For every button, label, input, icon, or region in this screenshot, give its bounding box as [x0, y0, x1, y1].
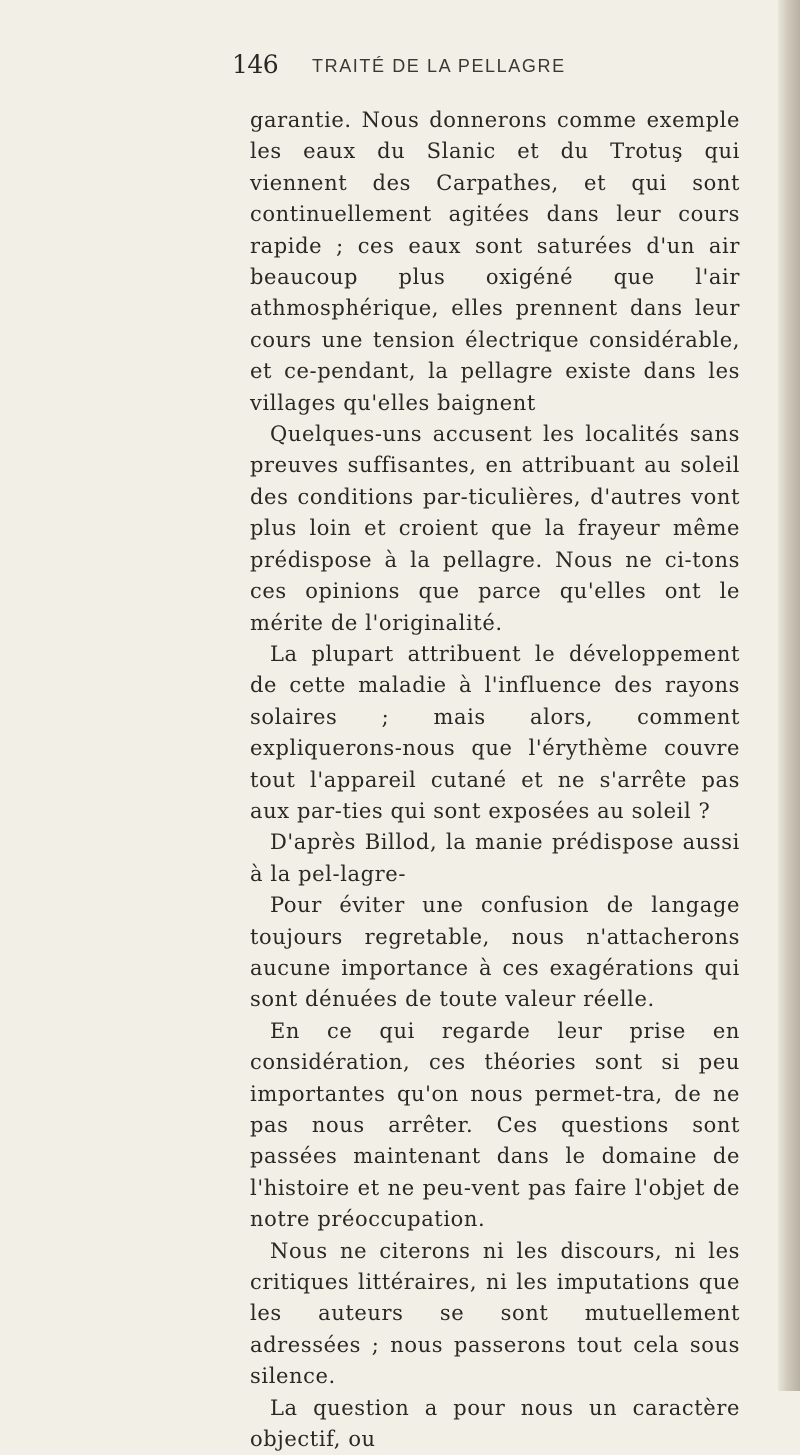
running-title: TRAITÉ DE LA PELLAGRE [312, 56, 566, 76]
paragraph-7: Nous ne citerons ni les discours, ni les critiques littéraires, ni les imputations que les auteurs se sont mutuellement adressées ; nous passerons tout cela sous silence. [250, 1238, 740, 1389]
paragraph-1: garantie. Nous donnerons comme exemple les eaux du Slanic et du Trotuş qui viennent des Carpathes, et qui sont continuellement agitées dans leur cours rapide ; ces eaux sont saturées d'un air beaucoup plus oxigéné que l'air athmosphérique, elles prennent dans leur cours une tension électrique considérable, et ce-pendant, la pellagre existe dans les villages qu'elles baignent [250, 108, 740, 415]
paragraph-2: Quelques-uns accusent les localités sans preuves suffisantes, en attribuant au soleil des conditions par-ticulières, d'autres vont plus loin et croient que la frayeur même prédispose à la pellagre. Nous ne ci-tons ces opinions que parce qu'elles ont le mérite de l'originalité. [250, 422, 740, 635]
paragraph-3: La plupart attribuent le développement de cette maladie à l'influence des rayons solaires ; mais alors, comment expliquerons-nous que l'érythème couvre tout l'appareil cutané et ne s'arrête pas aux par-ties qui sont exposées au soleil ? [250, 641, 740, 823]
body-text [250, 105, 740, 1455]
page-number: 146 [232, 50, 279, 79]
paragraph-4: D'après Billod, la manie prédispose aussi à la pel-lagre- [250, 830, 740, 886]
paragraph-8: La question a pour nous un caractère objectif, ou [250, 1395, 740, 1452]
paragraph-6: En ce qui regarde leur prise en considération, ces théories sont si peu importantes qu'on nous permet-tra, de ne pas nous arrêter. Ces questions sont passées maintenant dans le domaine de l'histoire et ne peu-vent pas faire l'objet de notre préoccupation. [250, 1018, 740, 1232]
paragraph-5: Pour éviter une confusion de langage toujours regretable, nous n'attacherons aucune importance à ces exagérations qui sont dénuées de toute valeur réelle. [250, 893, 740, 1012]
page-edge-shadow [778, 0, 800, 1391]
page-header [232, 50, 752, 90]
